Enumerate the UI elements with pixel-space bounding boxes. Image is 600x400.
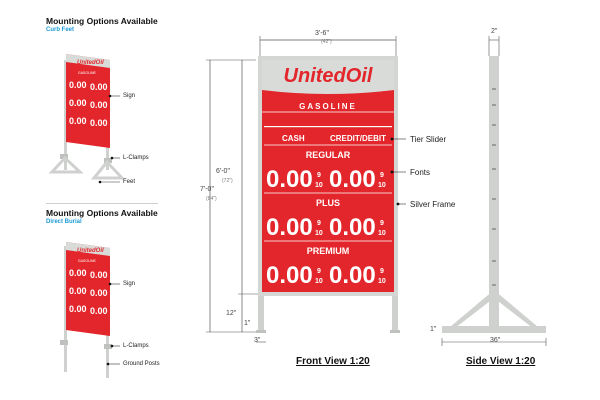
- front-premium-cash-frac-num: 9: [317, 268, 321, 275]
- front-leg-dimension: 1": [244, 320, 251, 327]
- front-brand-logo: UnitedOil: [283, 65, 373, 87]
- direct-burial-title: Mounting Options Available: [46, 208, 158, 218]
- front-post-dimension: 3": [254, 337, 261, 344]
- section-divider: [46, 203, 158, 204]
- front-foot-left: [256, 330, 266, 333]
- silver-frame-callout: Silver Frame: [410, 200, 456, 209]
- front-premium-credit-frac-num: 9: [380, 268, 384, 275]
- front-regular-credit-price: 0.00: [329, 166, 376, 193]
- front-total-height-dimension: 7'-0": [200, 186, 214, 193]
- side-foot-height-dimension: 1": [430, 326, 437, 333]
- burial-sign-brand: UnitedOil: [77, 248, 104, 254]
- front-total-height-inches: (84"): [206, 196, 217, 202]
- front-tier-slider: [264, 126, 392, 127]
- direct-burial-sign-illustration: [40, 232, 170, 382]
- front-plus-cash-frac-den: 10: [315, 230, 323, 237]
- front-plus-credit-frac-den: 10: [378, 230, 386, 237]
- fonts-callout: Fonts: [410, 168, 431, 177]
- front-plus-credit-price: 0.00: [329, 214, 376, 241]
- curb-price-5: 0.00: [69, 116, 87, 126]
- curb-feet-callout: Feet: [123, 179, 136, 185]
- front-view-drawing: [196, 28, 416, 368]
- burial-price-1: 0.00: [69, 268, 87, 278]
- front-premium-cash-frac-den: 10: [315, 278, 323, 285]
- tier-slider-callout: Tier Slider: [410, 135, 447, 144]
- front-regular-cash-frac-num: 9: [317, 172, 321, 179]
- curb-price-3: 0.00: [69, 98, 87, 108]
- front-plus-cash-frac-num: 9: [317, 220, 321, 227]
- front-regular-credit-frac-den: 10: [378, 182, 386, 189]
- burial-price-6: 0.00: [90, 306, 108, 316]
- front-plus-credit-frac-num: 9: [380, 220, 384, 227]
- side-base: [442, 326, 546, 333]
- curb-feet-subtitle: Curb Feet: [46, 27, 75, 33]
- burial-l-clamps-callout: L-Clamps: [123, 343, 149, 349]
- curb-price-2: 0.00: [90, 82, 108, 92]
- burial-l-clamp-left: [60, 340, 68, 345]
- curb-price-1: 0.00: [69, 80, 87, 90]
- curb-sign-callout: Sign: [123, 93, 136, 99]
- burial-sign-callout: Sign: [123, 281, 136, 287]
- side-base-width-dimension: 36": [490, 337, 501, 344]
- curb-feet-title: Mounting Options Available: [46, 16, 158, 26]
- front-regular-cash-frac-den: 10: [315, 182, 323, 189]
- burial-price-4: 0.00: [90, 288, 108, 298]
- burial-price-5: 0.00: [69, 304, 87, 314]
- curb-sign-brand: UnitedOil: [77, 60, 104, 66]
- front-foot-right: [390, 330, 400, 333]
- side-view-label: Side View 1:20: [466, 356, 536, 367]
- front-grade-premium: PREMIUM: [306, 246, 350, 256]
- front-premium-cash-price: 0.00: [266, 262, 313, 289]
- front-cash-label: CASH: [282, 134, 305, 143]
- front-grade-plus: PLUS: [315, 198, 341, 208]
- burial-ground-posts-callout: Ground Posts: [123, 361, 160, 367]
- curb-feet-sign-illustration: [40, 40, 170, 190]
- front-regular-credit-frac-num: 9: [380, 172, 384, 179]
- curb-price-4: 0.00: [90, 100, 108, 110]
- curb-l-clamps-callout: L-Clamps: [123, 155, 149, 161]
- curb-price-6: 0.00: [90, 118, 108, 128]
- front-sign-height-dimension: 6'-0": [216, 168, 230, 175]
- front-clearance-dimension: 12": [226, 310, 237, 317]
- front-plus-cash-price: 0.00: [266, 214, 313, 241]
- side-depth-dimension: 2": [491, 28, 498, 35]
- front-header: GASOLINE: [299, 102, 357, 111]
- front-sign-height-inches: (72"): [222, 178, 233, 184]
- front-view-label: Front View 1:20: [296, 356, 370, 367]
- curb-sign-header: GASOLINE: [78, 71, 96, 75]
- direct-burial-subtitle: Direct Burial: [46, 219, 82, 225]
- front-width-inches: (42"): [321, 39, 332, 45]
- front-premium-credit-price: 0.00: [329, 262, 376, 289]
- front-credit-label: CREDIT/DEBIT: [330, 134, 386, 143]
- front-grade-regular: REGULAR: [305, 150, 351, 160]
- front-premium-credit-frac-den: 10: [378, 278, 386, 285]
- front-regular-cash-price: 0.00: [266, 166, 313, 193]
- burial-price-2: 0.00: [90, 270, 108, 280]
- burial-sign-header: GASOLINE: [78, 259, 96, 263]
- burial-price-3: 0.00: [69, 286, 87, 296]
- front-width-dimension: 3'-6": [315, 30, 329, 37]
- side-view-drawing: [440, 28, 560, 358]
